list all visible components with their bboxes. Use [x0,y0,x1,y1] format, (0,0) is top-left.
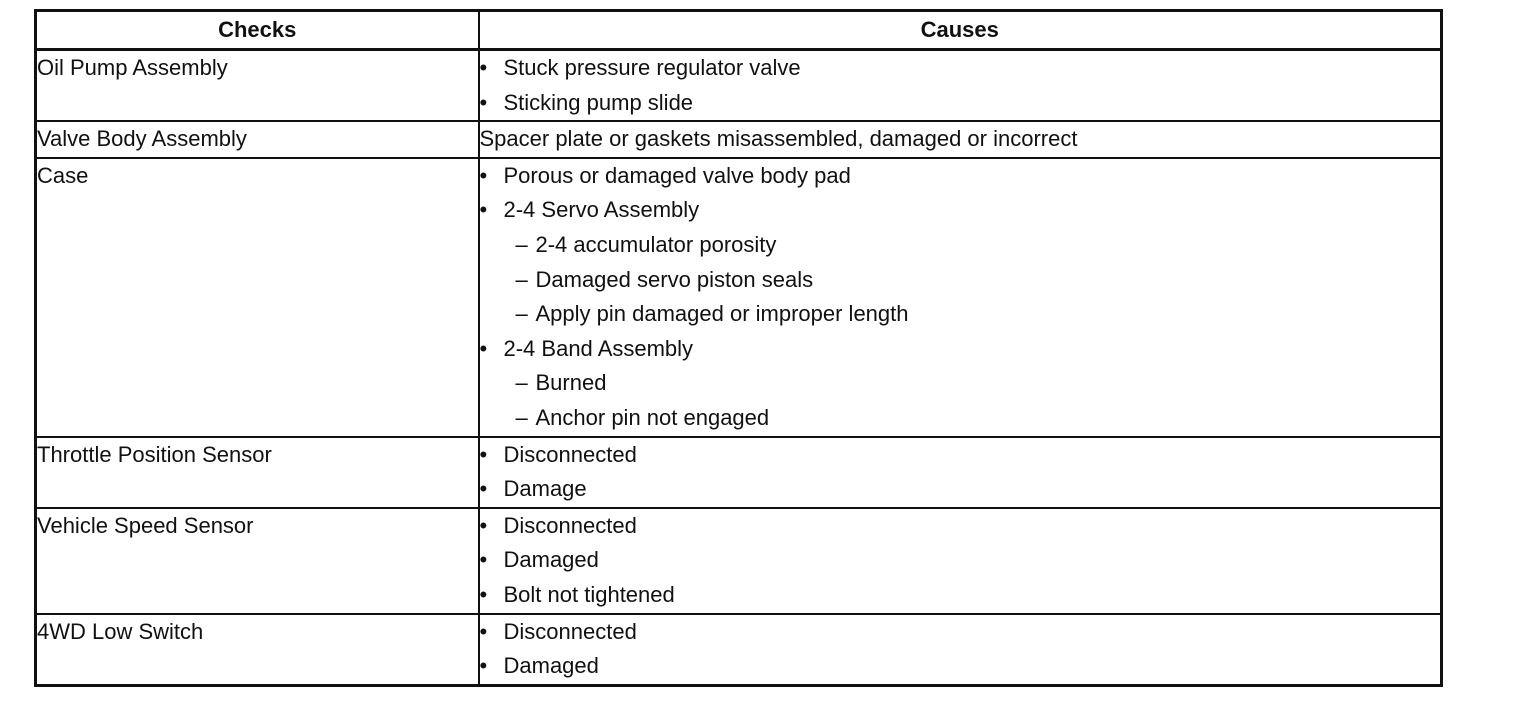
cause-text: Porous or damaged valve body pad [503,162,851,188]
cause-text: Anchor pin not engaged [535,404,770,430]
sub-cause-item [480,228,1441,263]
causes-cell [479,614,1442,686]
bullet-marker: • [479,547,488,573]
cause-item [480,543,1441,578]
table-row [36,437,1442,508]
causes-cell [479,508,1442,614]
cause-item [480,51,1441,86]
sub-cause-item [480,297,1441,332]
cause-text: Spacer plate or gaskets misassembled, damaged or incorrect [479,126,1078,152]
cause-item [480,649,1441,684]
bullet-marker: • [479,89,488,115]
header-row [36,11,1442,50]
sub-cause-item [480,366,1441,401]
table-row [36,50,1442,122]
sub-cause-item [480,263,1441,298]
table-header [36,11,1442,50]
check-cell: 4WD Low Switch [36,614,479,686]
cause-text: Damage [503,476,587,502]
cause-text: Disconnected [503,618,637,644]
dash-marker: – [515,404,528,430]
cause-text: Sticking pump slide [503,89,694,115]
cause-text: Damaged servo piston seals [535,266,814,292]
header-checks: Checks [36,11,479,50]
cause-item [480,193,1441,228]
cause-item [480,509,1441,544]
dash-marker: – [515,231,528,257]
check-cell: Throttle Position Sensor [36,437,479,508]
cause-item [480,472,1441,507]
dash-marker: – [515,301,528,327]
dash-marker: – [515,266,528,292]
causes-cell [479,50,1442,122]
table-body [36,50,1442,686]
cause-text: Bolt not tightened [503,581,675,607]
causes-cell [479,158,1442,437]
bullet-marker: • [479,581,488,607]
cause-text: Damaged [503,653,599,679]
bullet-marker: • [479,476,488,502]
table-row [36,614,1442,686]
bullet-marker: • [479,512,488,538]
bullet-marker: • [479,197,488,223]
bullet-marker: • [479,55,488,80]
cause-text: 2-4 Band Assembly [503,335,694,361]
bullet-marker: • [479,162,488,188]
cause-item [480,122,1441,157]
table-row [36,121,1442,158]
causes-cell [479,437,1442,508]
cause-text: Disconnected [503,441,637,467]
bullet-marker: • [479,335,488,361]
table-row [36,508,1442,614]
cause-text: Burned [535,370,607,396]
cause-text: Damaged [503,547,599,573]
bullet-marker: • [479,441,488,467]
dash-marker: – [515,370,528,396]
cause-item [480,159,1441,194]
cause-text: Apply pin damaged or improper length [535,301,909,327]
cause-item [480,615,1441,650]
cause-item [480,332,1441,367]
check-cell: Case [36,158,479,437]
bullet-marker: • [479,653,488,679]
check-cell: Valve Body Assembly [36,121,479,158]
cause-text: Disconnected [503,512,637,538]
sub-cause-item [480,401,1441,436]
bullet-marker: • [479,618,488,644]
table-row [36,158,1442,437]
cause-text: Stuck pressure regulator valve [503,55,801,80]
cause-text: 2-4 Servo Assembly [503,197,700,223]
check-cell: Vehicle Speed Sensor [36,508,479,614]
cause-item [480,578,1441,613]
diagnosis-table [34,9,1443,687]
cause-text: 2-4 accumulator porosity [535,231,777,257]
header-causes: Causes [479,11,1442,50]
check-cell: Oil Pump Assembly [36,50,479,122]
cause-item [480,86,1441,121]
causes-cell [479,121,1442,158]
cause-item [480,438,1441,473]
